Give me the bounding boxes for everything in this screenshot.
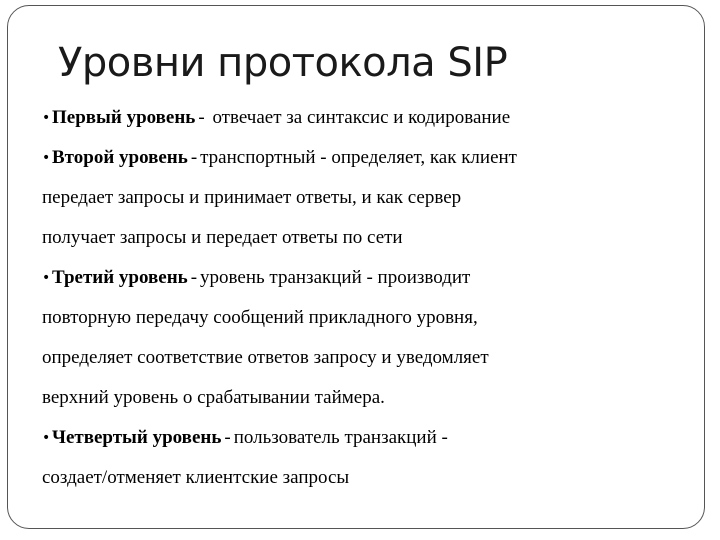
bullet-text: пользователь транзакций - (233, 427, 448, 448)
bullet-continuation-line: создает/отменяет клиентские запросы (42, 467, 350, 488)
bullet-term: Третий уровень (52, 267, 188, 288)
bullet-dash: - (190, 267, 198, 288)
bullet-text: отвечает за синтаксис и кодирование (212, 107, 511, 128)
bullet-item-third-level (42, 258, 682, 298)
bullet-continuation-line: передает запросы и принимает ответы, и как сервер (42, 187, 462, 208)
bullet-term: Второй уровень (52, 147, 188, 168)
bullet-term: Первый уровень (52, 107, 196, 128)
bullet-dash: - (224, 427, 231, 448)
bullet-item-fourth-level (42, 418, 682, 458)
bullet-text: транспортный - определяет, как клиент (200, 147, 517, 168)
bullet-icon: • (42, 150, 51, 166)
bullet-continuation-line: верхний уровень о срабатывании таймера. (42, 387, 385, 408)
bullet-text: уровень транзакций - производит (200, 267, 471, 288)
bullet-dash: - (190, 147, 198, 168)
bullet-item-second-level (42, 138, 682, 178)
bullet-continuation-line: повторную передачу сообщений прикладного уровня, (42, 307, 478, 328)
bullet-list (42, 98, 682, 498)
bullet-icon: • (42, 270, 51, 286)
bullet-term: Четвертый уровень (52, 427, 222, 448)
slide-frame (7, 5, 705, 529)
bullet-dash: - (198, 107, 205, 128)
bullet-icon: • (42, 110, 51, 126)
slide-title: Уровни протокола SIP (58, 40, 508, 86)
bullet-continuation-line: получает запросы и передает ответы по сети (42, 227, 403, 248)
bullet-icon: • (42, 430, 51, 446)
bullet-item-first-level (42, 98, 682, 138)
bullet-continuation-line: определяет соответствие ответов запросу и уведомляет (42, 347, 489, 368)
